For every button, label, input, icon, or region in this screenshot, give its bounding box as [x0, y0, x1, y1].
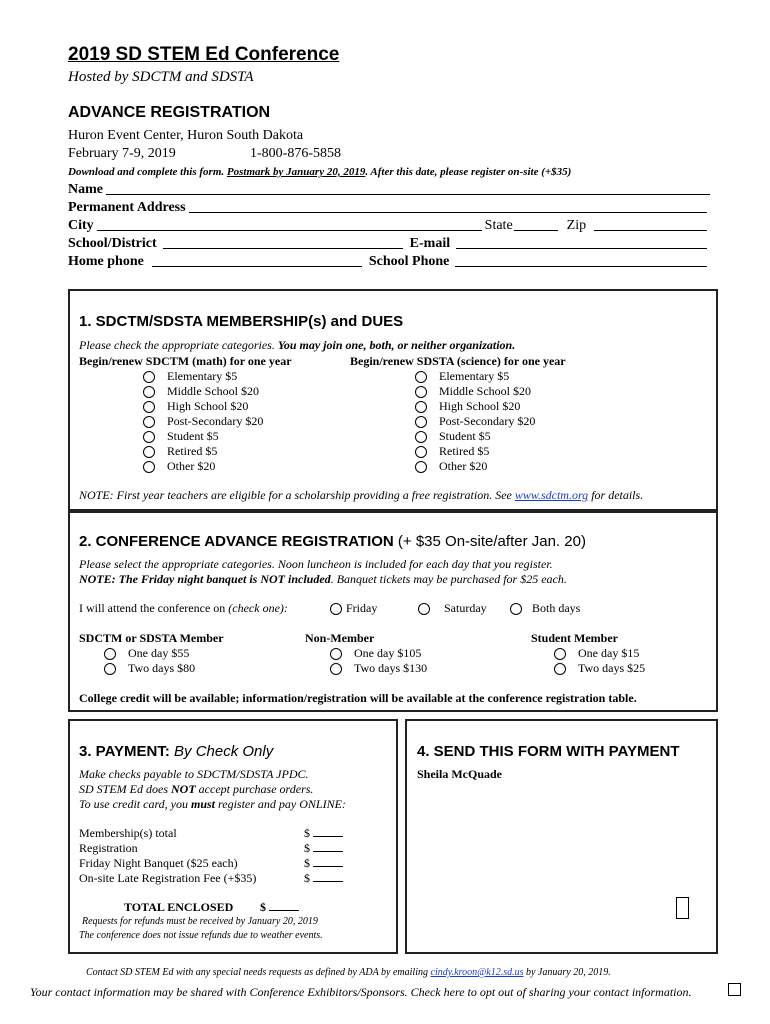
total-label: TOTAL ENCLOSED [124, 900, 234, 914]
amount-field[interactable]: $ [304, 841, 343, 856]
name-field[interactable] [68, 182, 713, 198]
student-one-day-option[interactable]: One day $15 [554, 646, 639, 661]
membership-option-label: Elementary $5 [167, 369, 238, 383]
payment-item: On-site Late Registration Fee (+$35) [79, 871, 257, 885]
radio-icon[interactable] [415, 371, 427, 383]
radio-icon[interactable] [415, 386, 427, 398]
radio-icon[interactable] [415, 416, 427, 428]
phone: 1-800-876-5858 [250, 146, 341, 161]
radio-icon[interactable] [554, 663, 566, 675]
membership-option[interactable] [415, 459, 487, 474]
email-link[interactable]: cindy.kroon@k12.sd.us [430, 967, 524, 978]
school-label: School/District [68, 236, 157, 251]
home-phone-label: Home phone [68, 254, 144, 269]
membership-option-label: Student $5 [167, 429, 219, 443]
membership-option[interactable] [143, 369, 237, 384]
membership-heading: 1. SDCTM/SDSTA MEMBERSHIP(s) and DUES [79, 313, 404, 330]
membership-option-label: Other $20 [167, 459, 216, 473]
nonmember-two-days-option[interactable]: Two days $130 [330, 661, 427, 676]
opt-out-text: Your contact information may be shared with Conference Exhibitors/Sponsors. Check here to opt out of sharing your contact information. [30, 985, 692, 999]
sdsta-column-title: Begin/renew SDSTA (science) for one year [350, 354, 566, 368]
city-label: City [68, 218, 94, 233]
registration-instr1: Please select the appropriate categories. Noon luncheon is included for each day that you register. [79, 557, 553, 571]
email-label: E-mail [409, 236, 451, 251]
membership-option[interactable] [143, 444, 217, 459]
member-one-day-option[interactable]: One day $55 [104, 646, 189, 661]
radio-icon[interactable] [104, 648, 116, 660]
recipient-name: Sheila McQuade [417, 767, 503, 781]
sdctm-column-title: Begin/renew SDCTM (math) for one year [79, 354, 292, 368]
page-title: 2019 SD STEM Ed Conference [68, 44, 340, 65]
member-title: SDCTM or SDSTA Member [79, 631, 224, 645]
radio-icon[interactable] [143, 446, 155, 458]
refund-note2: The conference does not issue refunds due to weather events. [79, 930, 323, 941]
radio-icon[interactable] [415, 401, 427, 413]
college-credit-note: College credit will be available; information/registration will be available at the conference registration table. [79, 691, 637, 705]
payment-line1: Make checks payable to SDCTM/SDSTA JPDC. [79, 767, 309, 781]
amount-field[interactable]: $ [304, 871, 343, 886]
member-two-days-option[interactable]: Two days $80 [104, 661, 195, 676]
total-field[interactable]: $ [260, 900, 299, 915]
membership-option-label: Middle School $20 [167, 384, 259, 398]
registration-heading: 2. CONFERENCE ADVANCE REGISTRATION (+ $35 On-site/after Jan. 20) [79, 533, 586, 550]
payment-item: Registration [79, 841, 138, 855]
radio-icon[interactable] [143, 371, 155, 383]
radio-icon[interactable] [415, 461, 427, 473]
radio-icon[interactable] [330, 648, 342, 660]
ada-contact: Contact SD STEM Ed with any special needs requests as defined by ADA by emailing cindy.kroon@k12.sd.us by January 20, 2019. [86, 967, 611, 978]
membership-option[interactable] [415, 444, 489, 459]
student-title: Student Member [531, 631, 618, 645]
city-state-zip-row[interactable] [68, 218, 710, 234]
opt-out-checkbox[interactable] [728, 983, 741, 996]
payment-item: Membership(s) total [79, 826, 177, 840]
membership-instructions: Please check the appropriate categories. You may join one, both, or neither organization. [79, 338, 516, 352]
address-field[interactable] [68, 200, 710, 216]
radio-icon[interactable] [330, 603, 342, 615]
membership-section [68, 289, 718, 511]
membership-option-label: High School $20 [167, 399, 249, 413]
school-email-row[interactable] [68, 236, 710, 252]
payment-line3: To use credit card, you must register and pay ONLINE: [79, 797, 346, 811]
state-label: State [484, 218, 513, 233]
radio-icon[interactable] [104, 663, 116, 675]
dates: February 7-9, 2019 [68, 146, 176, 161]
membership-option[interactable] [415, 414, 535, 429]
amount-field[interactable]: $ [304, 826, 343, 841]
radio-icon[interactable] [143, 401, 155, 413]
nonmember-one-day-option[interactable]: One day $105 [330, 646, 421, 661]
membership-option[interactable] [143, 459, 215, 474]
membership-option[interactable] [415, 369, 509, 384]
name-label: Name [68, 182, 103, 197]
radio-icon[interactable] [143, 431, 155, 443]
attend-friday-option[interactable]: Friday [330, 601, 377, 616]
sdctm-link[interactable]: www.sdctm.org [514, 488, 589, 502]
page-subtitle: Hosted by SDCTM and SDSTA [68, 69, 254, 85]
membership-option-label: Post-Secondary $20 [439, 414, 536, 428]
registration-instr2: NOTE: The Friday night banquet is NOT included. Banquet tickets may be purchased for $25 each. [79, 572, 567, 586]
membership-option-label: Student $5 [439, 429, 491, 443]
radio-icon[interactable] [330, 663, 342, 675]
membership-note: NOTE: First year teachers are eligible for a scholarship providing a free registration. See www.sdctm.org for details. [79, 488, 644, 502]
student-two-days-option[interactable]: Two days $25 [554, 661, 645, 676]
membership-option-label: Other $20 [439, 459, 488, 473]
radio-icon[interactable] [143, 386, 155, 398]
instructions: Download and complete this form. Postmark by January 20, 2019. After this date, please register on-site (+$35) [68, 166, 572, 178]
payment-line2: SD STEM Ed does NOT accept purchase orders. [79, 782, 314, 796]
section-title: ADVANCE REGISTRATION [68, 104, 271, 121]
membership-option-label: Retired $5 [439, 444, 490, 458]
membership-option-label: Post-Secondary $20 [167, 414, 264, 428]
attend-both-option[interactable]: Both days [510, 601, 580, 616]
radio-icon[interactable] [554, 648, 566, 660]
radio-icon[interactable] [418, 603, 430, 615]
radio-icon[interactable] [143, 416, 155, 428]
membership-option[interactable] [143, 414, 263, 429]
membership-option[interactable] [415, 399, 520, 414]
nonmember-title: Non-Member [305, 631, 375, 645]
send-heading: 4. SEND THIS FORM WITH PAYMENT [417, 743, 680, 760]
membership-option[interactable] [415, 429, 491, 444]
radio-icon[interactable] [415, 431, 427, 443]
membership-option-label: Retired $5 [167, 444, 218, 458]
membership-option-label: Middle School $20 [439, 384, 531, 398]
membership-option[interactable] [415, 384, 531, 399]
school-phone-label: School Phone [368, 254, 450, 269]
send-section [405, 719, 718, 954]
attend-saturday-option[interactable]: Saturday [418, 601, 487, 616]
refund-note1: Requests for refunds must be received by January 20, 2019 [82, 916, 318, 927]
radio-icon[interactable] [415, 446, 427, 458]
radio-icon[interactable] [143, 461, 155, 473]
membership-option[interactable] [143, 384, 259, 399]
membership-option[interactable] [143, 399, 248, 414]
attend-label: I will attend the conference on (check one): [79, 601, 288, 615]
location: Huron Event Center, Huron South Dakota [68, 128, 304, 143]
payment-heading: 3. PAYMENT: By Check Only [79, 743, 274, 760]
registration-section [68, 511, 718, 712]
membership-option[interactable] [143, 429, 219, 444]
zip-label: Zip [566, 218, 587, 233]
placeholder-glyph-icon [676, 897, 689, 919]
payment-section [68, 719, 398, 954]
payment-item: Friday Night Banquet ($25 each) [79, 856, 238, 870]
membership-option-label: High School $20 [439, 399, 521, 413]
radio-icon[interactable] [510, 603, 522, 615]
membership-option-label: Elementary $5 [439, 369, 510, 383]
amount-field[interactable]: $ [304, 856, 343, 871]
address-label: Permanent Address [68, 200, 186, 215]
phone-row[interactable] [68, 254, 710, 270]
